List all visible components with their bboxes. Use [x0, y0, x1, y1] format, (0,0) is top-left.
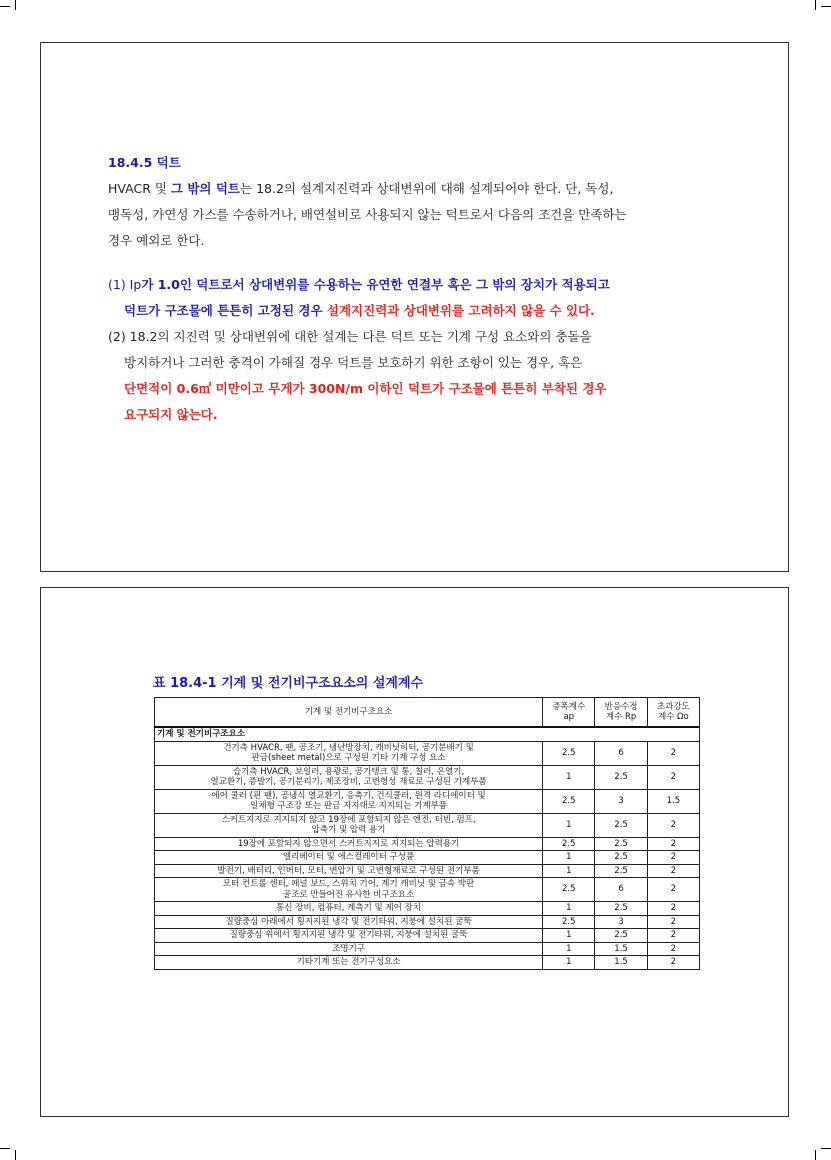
item-2-line-1: (2) 18.2의 지진력 및 상대변위에 대한 설계는 다른 덕트 또는 기계 구성 요소와의 충돌을	[108, 329, 592, 344]
component-name	[155, 942, 543, 956]
table-row	[155, 765, 700, 789]
omega-value: 2	[647, 878, 699, 902]
item-1-line-1	[108, 272, 748, 298]
component-name-line: 일체형 구조강 또는 판금 지지대로 지지되는 기계부품	[250, 801, 447, 811]
item-1-prefix: (1) Ip	[108, 277, 142, 292]
omega-value: 2	[647, 915, 699, 929]
ap-value: 1	[543, 864, 595, 878]
component-name-line: 발전기, 배터리, 인버터, 모터, 변압기 및 고변형재료로 구성된 전기부품	[217, 865, 480, 876]
intro-text: HVACR 및	[108, 181, 171, 196]
intro-line-1	[108, 176, 748, 202]
section-title: 18.4.5 덕트	[108, 155, 181, 170]
crop-mark	[0, 1148, 10, 1149]
item-1-emphasis: 설계지진력과 상대변위를 고려하지 않을 수 있다.	[326, 303, 595, 318]
rp-value: 2.5	[595, 813, 647, 837]
table-row	[155, 837, 700, 851]
rp-value: 3	[595, 789, 647, 813]
table-row	[155, 929, 700, 943]
component-name-line: 통신 장비, 컴퓨터, 계측기 및 제어 장치	[276, 903, 421, 913]
ap-value: 1	[543, 956, 595, 970]
crop-mark	[0, 6, 10, 7]
component-name-line: 골조로 만들어진 유사한 비구조요소	[282, 889, 415, 900]
omega-value: 2	[647, 741, 699, 765]
table-row	[155, 789, 700, 813]
crop-mark	[15, 1150, 16, 1160]
header-rp	[595, 698, 647, 728]
header-ap-line-1: 증폭계수	[552, 701, 586, 712]
header-omega	[647, 698, 699, 728]
component-name	[155, 878, 543, 902]
component-name-line: 질량중심 위에서 횡지지된 냉각 및 전기타워, 지붕에 설치된 굴뚝	[229, 930, 468, 940]
rp-value: 1.5	[595, 942, 647, 956]
component-name-line: 건기측 HVACR, 팬, 공조기, 냉난방장치, 캐비닛히터, 공기분배기 및	[223, 742, 474, 753]
ap-value: 2.5	[543, 789, 595, 813]
ap-value: 1	[543, 813, 595, 837]
omega-value: 2	[647, 837, 699, 851]
ap-value: 2.5	[543, 878, 595, 902]
component-name-line: 에어 쿨러 (핀 팬), 공냉식 열교환기, 응축기, 건식쿨러, 원격 라디에이터 및	[211, 790, 486, 801]
ap-value: 2.5	[543, 837, 595, 851]
item-1-text: 가 1.0인 덕트로서 상대변위를 수용하는 유연한 연결부 혹은 그 밖의 장치가 적용되고	[141, 277, 610, 292]
intro-line-2: 맹독성, 가연성 가스를 수송하거나, 배연설비로 사용되지 않는 덕트로서 다음의 조건을 만족하는	[108, 207, 627, 222]
item-1-text: 덕트가 구조물에 튼튼히 고정된 경우	[124, 303, 327, 318]
rp-value: 6	[595, 741, 647, 765]
rp-value: 2.5	[595, 837, 647, 851]
item-2-line-2: 방지하거나 그러한 충격이 가해질 경우 덕트를 보호하기 위한 조항이 있는 경우, 혹은	[124, 355, 583, 370]
component-name-line: 판금(sheet metal)으로 구성된 기타 기계 구성 요소	[251, 753, 446, 763]
item-2-line-3: 단면적이 0.6㎡ 미만이고 무게가 300N/m 이하인 덕트가 구조물에 튼튼히 부착된 경우	[124, 381, 607, 396]
component-name	[155, 915, 543, 929]
header-rp-line-1: 반응수정	[604, 701, 638, 712]
header-omega-line-2: 계수 Ωo	[657, 712, 689, 722]
ap-value: 1	[543, 765, 595, 789]
component-name-line: 엘리베이터 및 에스컬레이터 구성품	[282, 852, 415, 862]
component-name-line: 조명기구	[332, 943, 365, 954]
intro-line-3: 경우 예외로 한다.	[108, 233, 205, 248]
crop-mark	[821, 6, 831, 7]
component-name	[155, 837, 543, 851]
table-row	[155, 942, 700, 956]
slide-table	[40, 587, 789, 1117]
header-ap	[543, 698, 595, 728]
table-row	[155, 915, 700, 929]
component-name	[155, 741, 543, 765]
omega-value: 2	[647, 864, 699, 878]
intro-text: 는 18.2의 설계지진력과 상대변위에 대해 설계되어야 한다. 단, 독성,	[240, 181, 614, 196]
ap-value: 2.5	[543, 741, 595, 765]
item-2-line-4: 요구되지 않는다.	[124, 407, 218, 422]
crop-mark	[815, 0, 816, 10]
ap-value: 2.5	[543, 915, 595, 929]
component-name-line: 열교환기, 증발기, 공기분리기, 제조장비, 고변형성 재료로 구성된 기계부품	[210, 777, 487, 787]
rp-value: 3	[595, 915, 647, 929]
table-row	[155, 902, 700, 916]
item-1-line-2	[108, 298, 748, 324]
header-omega-line-1: 초과강도	[656, 701, 690, 712]
category-label: 기계 및 전기비구조요소	[155, 727, 700, 741]
component-name	[155, 765, 543, 789]
component-name-line: 기타기계 또는 전기구성요소	[296, 957, 401, 967]
component-name-line: 압축기 및 압력 용기	[311, 825, 386, 835]
component-name	[155, 902, 543, 916]
table-row	[155, 956, 700, 970]
component-name	[155, 864, 543, 878]
rp-value: 2.5	[595, 929, 647, 943]
ap-value: 1	[543, 942, 595, 956]
table-row	[155, 851, 700, 865]
omega-value: 2	[647, 929, 699, 943]
slide-ducts	[40, 42, 789, 572]
ap-value: 1	[543, 929, 595, 943]
omega-value: 2	[647, 956, 699, 970]
spacer	[108, 254, 748, 272]
ap-value: 1	[543, 851, 595, 865]
ap-value: 1	[543, 902, 595, 916]
rp-value: 1.5	[595, 956, 647, 970]
header-rp-line-2: 계수 Rp	[605, 712, 637, 722]
component-name-line: 모터 컨트롤 센터, 패널 보드, 스위치 기어, 계기 캐비닛 및 금속 박판	[222, 879, 475, 889]
component-name	[155, 851, 543, 865]
component-name	[155, 789, 543, 813]
rp-value: 2.5	[595, 902, 647, 916]
table-row	[155, 878, 700, 902]
table-header-row	[155, 698, 700, 728]
omega-value: 2	[647, 851, 699, 865]
omega-value: 2	[647, 902, 699, 916]
rp-value: 2.5	[595, 765, 647, 789]
header-component: 기계 및 전기비구조요소	[155, 698, 543, 728]
component-name	[155, 813, 543, 837]
crop-mark	[821, 1148, 831, 1149]
component-name-line: 질량중심 아래에서 횡지지된 냉각 및 전기타워, 지붕에 설치된 굴뚝	[225, 916, 472, 927]
table-row	[155, 864, 700, 878]
header-ap-line-2: ap	[563, 712, 575, 722]
component-name	[155, 929, 543, 943]
table-row	[155, 741, 700, 765]
slide-ducts-body	[108, 150, 748, 428]
component-name-line: 습기측 HVACR, 보일러, 용광로, 공기탱크 및 통, 칠러, 온열기,	[232, 766, 465, 777]
table-title: 표 18.4-1 기계 및 전기비구조요소의 설계계수	[153, 676, 424, 691]
omega-value: 1.5	[647, 789, 699, 813]
category-row	[155, 727, 700, 741]
design-coefficients-table	[154, 697, 700, 970]
rp-value: 6	[595, 878, 647, 902]
omega-value: 2	[647, 942, 699, 956]
component-name-line: 스커트지지로 지지되지 않고 19장에 포함되지 않은 엔진, 터빈, 펌프,	[221, 814, 476, 825]
crop-mark	[15, 0, 16, 10]
table-row	[155, 813, 700, 837]
omega-value: 2	[647, 813, 699, 837]
intro-highlight: 그 밖의 덕트	[170, 181, 241, 196]
rp-value: 2.5	[595, 851, 647, 865]
component-name	[155, 956, 543, 970]
omega-value: 2	[647, 765, 699, 789]
crop-mark	[815, 1150, 816, 1160]
component-name-line: 19장에 포함되지 않으면서 스커트지지로 지지되는 압력용기	[237, 838, 460, 849]
rp-value: 2.5	[595, 864, 647, 878]
